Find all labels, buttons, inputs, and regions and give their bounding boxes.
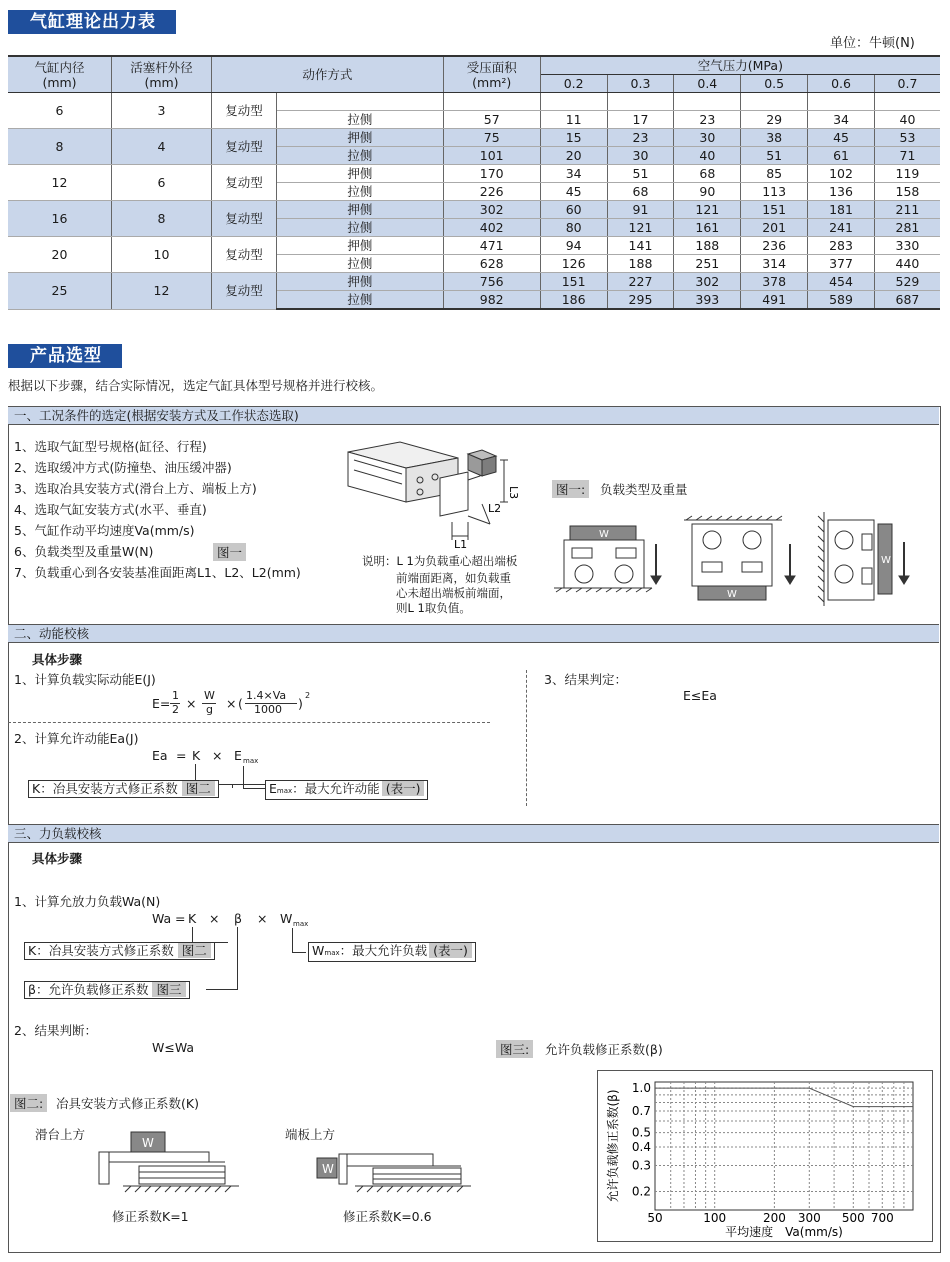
formula-wa-times-1: × xyxy=(209,911,220,926)
cell-area: 101 xyxy=(443,147,540,165)
cell-bore: 16 xyxy=(8,201,112,237)
cell-force xyxy=(674,93,741,111)
dim-l2: L2 xyxy=(488,502,502,515)
cell-force xyxy=(808,93,875,111)
cell-force: 71 xyxy=(874,147,940,165)
header-p-2: 0.4 xyxy=(674,75,741,93)
cell-force: 158 xyxy=(874,183,940,201)
cell-force: 377 xyxy=(808,255,875,273)
header-p-0: 0.2 xyxy=(540,75,607,93)
part1-step-1: 1、选取气缸型号规格(缸径、行程) xyxy=(14,439,207,454)
cell-force: 687 xyxy=(874,291,940,310)
cell-type: 复动型 xyxy=(212,237,277,273)
cell-force: 378 xyxy=(741,273,808,291)
load-w-2: W xyxy=(727,589,737,600)
part2-subhead: 具体步骤 xyxy=(32,652,83,667)
cell-force: 251 xyxy=(674,255,741,273)
k-fig2-tag: 图二 xyxy=(182,781,215,796)
cell-force: 23 xyxy=(674,111,741,129)
note-line-3: 心未超出端板前端面， xyxy=(396,586,511,600)
x-tick-label: 50 xyxy=(647,1211,663,1225)
formula-e-half-den: 2 xyxy=(172,703,179,716)
wmax-box xyxy=(308,942,476,962)
part1-title: 一、工况条件的选定(根据安装方式及工作状态选取) xyxy=(8,406,939,425)
cell-force: 68 xyxy=(674,165,741,183)
note-line-1: 说明：L 1为负载重心超出端板 xyxy=(362,554,518,568)
cell-force: 40 xyxy=(874,111,940,129)
cell-force: 45 xyxy=(540,183,607,201)
section-title-force-table: 气缸理论出力表 xyxy=(8,10,176,34)
cell-force: 181 xyxy=(808,201,875,219)
header-p-4: 0.6 xyxy=(808,75,875,93)
formula-e-lhs: E= xyxy=(152,696,171,711)
part3-result: W≤Wa xyxy=(152,1040,195,1055)
load-w-1: W xyxy=(599,529,609,540)
k-coefficient-box-2 xyxy=(24,942,215,960)
x-tick-label: 500 xyxy=(841,1211,865,1225)
x-axis-label: 平均速度 Va(mm/s) xyxy=(725,1225,843,1239)
wmax-text: ：最大允许负载 xyxy=(339,943,428,958)
cell-force: 186 xyxy=(540,291,607,310)
k-fig2-tag-2: 图二 xyxy=(178,943,211,958)
cell-force: 85 xyxy=(741,165,808,183)
load-types-diagram xyxy=(552,510,932,610)
formula-ea-k: K xyxy=(192,748,201,763)
cell-bore: 25 xyxy=(8,273,112,310)
y-tick-label: 0.5 xyxy=(631,1125,651,1140)
cell-area: 402 xyxy=(443,219,540,237)
part1-step-5: 5、气缸作动平均速度Va(mm/s) xyxy=(14,523,195,538)
x-tick-label: 200 xyxy=(762,1211,786,1225)
formula-e-g: g xyxy=(206,703,213,716)
formula-ea-e: E xyxy=(234,748,242,763)
header-pressure: 空气压力(MPa) xyxy=(540,56,940,75)
cell-side: 拉侧 xyxy=(277,147,444,165)
beta-text: β：允许负载修正系数 xyxy=(28,982,149,997)
cell-side: 押侧 xyxy=(277,129,444,147)
part1-step-2: 2、选取缓冲方式(防撞垫、油压缓冲器) xyxy=(14,460,232,475)
intro-text: 根据以下步骤，结合实际情况，选定气缸具体型号规格并进行校核。 xyxy=(8,378,384,393)
cell-type: 复动型 xyxy=(212,93,277,129)
cell-force: 589 xyxy=(808,291,875,310)
fig1-caption: 负载类型及重量 xyxy=(600,482,688,497)
formula-wa: Wa xyxy=(152,911,172,926)
formula-e-paren-close: ) xyxy=(298,696,303,711)
cell-side: 押侧 xyxy=(277,273,444,291)
cell-force: 302 xyxy=(674,273,741,291)
fig1-ref-tag: 图一 xyxy=(213,543,246,561)
y-tick-label: 0.4 xyxy=(631,1139,651,1154)
table-row xyxy=(8,129,940,147)
cell-force: 30 xyxy=(674,129,741,147)
cell-side: 拉侧 xyxy=(277,183,444,201)
part2-step-3: 3、结果判定： xyxy=(544,672,627,687)
plot-area xyxy=(655,1082,913,1210)
formula-ea-times: × xyxy=(212,748,223,763)
mount-endplate-diagram xyxy=(315,1150,475,1196)
note-line-4: 则L 1取负值。 xyxy=(396,601,471,615)
table-row xyxy=(8,165,940,183)
cell-side: 押侧 xyxy=(277,201,444,219)
formula-ea-eq: = xyxy=(176,748,187,763)
cell-force: 68 xyxy=(607,183,674,201)
y-tick-label: 0.3 xyxy=(631,1158,651,1173)
header-p-5: 0.7 xyxy=(874,75,940,93)
cell-force: 454 xyxy=(808,273,875,291)
cell-area: 982 xyxy=(443,291,540,310)
beta-box xyxy=(24,981,190,999)
cell-force: 80 xyxy=(540,219,607,237)
cell-type: 复动型 xyxy=(212,165,277,201)
cell-force: 30 xyxy=(607,147,674,165)
header-rod: 活塞杆外径 (mm) xyxy=(112,56,212,93)
cell-force: 119 xyxy=(874,165,940,183)
cell-type: 复动型 xyxy=(212,273,277,310)
part3-step-1: 1、计算允放力负载Wa(N) xyxy=(14,894,161,909)
emax-table-tag: (表一) xyxy=(382,781,425,796)
cell-area: 756 xyxy=(443,273,540,291)
cell-force: 188 xyxy=(607,255,674,273)
cell-force xyxy=(607,93,674,111)
cell-force: 102 xyxy=(808,165,875,183)
part3-title: 三、力负载校核 xyxy=(8,824,939,843)
cylinder-dimension-diagram xyxy=(340,440,520,550)
cell-side xyxy=(277,93,444,111)
mount-slide-diagram xyxy=(95,1130,245,1194)
y-tick-label: 1.0 xyxy=(631,1081,651,1096)
cell-type: 复动型 xyxy=(212,201,277,237)
formula-e-paren-open: ( xyxy=(238,696,243,711)
formula-wa-beta: β xyxy=(234,911,242,926)
mount1-k: 修正系数K=1 xyxy=(112,1209,189,1224)
mount2-load: W xyxy=(322,1162,334,1176)
dim-l3: L3 xyxy=(507,486,520,500)
cell-force: 11 xyxy=(540,111,607,129)
cell-force: 151 xyxy=(741,201,808,219)
cell-force: 38 xyxy=(741,129,808,147)
cell-rod: 6 xyxy=(112,165,212,201)
cell-force: 211 xyxy=(874,201,940,219)
part1-step-4: 4、选取气缸安装方式(水平、垂直) xyxy=(14,502,207,517)
cell-force: 281 xyxy=(874,219,940,237)
cell-force: 440 xyxy=(874,255,940,273)
beta-chart xyxy=(597,1070,931,1240)
cell-force: 136 xyxy=(808,183,875,201)
cell-force: 227 xyxy=(607,273,674,291)
cell-force: 94 xyxy=(540,237,607,255)
emax-e: E xyxy=(269,781,277,796)
mount1-label: 滑台上方 xyxy=(35,1127,86,1142)
cell-force: 91 xyxy=(607,201,674,219)
cell-bore: 12 xyxy=(8,165,112,201)
cell-bore: 8 xyxy=(8,129,112,165)
part1-step-7: 7、负载重心到各安装基准面距离L1、L2、L2(mm) xyxy=(14,565,301,580)
load-w-3: W xyxy=(881,555,891,566)
header-p-3: 0.5 xyxy=(741,75,808,93)
cell-force: 330 xyxy=(874,237,940,255)
cell-force: 61 xyxy=(808,147,875,165)
cell-force: 34 xyxy=(540,165,607,183)
cell-force: 161 xyxy=(674,219,741,237)
table-row xyxy=(8,237,940,255)
cell-force: 491 xyxy=(741,291,808,310)
formula-wa-w: W xyxy=(280,911,293,926)
fig3-tag: 图三: xyxy=(496,1040,533,1058)
part3-step-2: 2、结果判断： xyxy=(14,1023,97,1038)
cell-area xyxy=(443,93,540,111)
emax-box xyxy=(265,780,428,800)
part1-step-3: 3、选取冶具安装方式(滑台上方、端板上方) xyxy=(14,481,257,496)
unit-label: 单位：牛顿(N) xyxy=(830,36,915,51)
formula-e-half-num: 1 xyxy=(172,689,179,702)
cell-area: 471 xyxy=(443,237,540,255)
cell-force: 53 xyxy=(874,129,940,147)
cell-force: 51 xyxy=(607,165,674,183)
cell-rod: 8 xyxy=(112,201,212,237)
section-title-selection: 产品选型 xyxy=(8,344,122,368)
y-tick-label: 0.7 xyxy=(631,1104,651,1119)
fig1-caption-tag: 图一: xyxy=(552,480,589,498)
cell-force: 151 xyxy=(540,273,607,291)
header-p-1: 0.3 xyxy=(607,75,674,93)
k-coefficient-box xyxy=(28,780,219,798)
cell-side: 拉侧 xyxy=(277,255,444,273)
cell-force: 236 xyxy=(741,237,808,255)
cell-area: 75 xyxy=(443,129,540,147)
cell-rod: 4 xyxy=(112,129,212,165)
cell-bore: 20 xyxy=(8,237,112,273)
note-line-2: 前端面距离，如负载重 xyxy=(396,571,511,585)
cell-force: 45 xyxy=(808,129,875,147)
cell-force: 295 xyxy=(607,291,674,310)
mount1-load: W xyxy=(142,1136,154,1150)
cell-force xyxy=(874,93,940,111)
mount2-k: 修正系数K=0.6 xyxy=(343,1209,432,1224)
cell-force: 34 xyxy=(808,111,875,129)
part1-step-6: 6、负载类型及重量W(N) xyxy=(14,544,154,559)
part2-step-1: 1、计算负载实际动能E(J) xyxy=(14,672,156,687)
fig2-caption: 冶具安装方式修正系数(K) xyxy=(56,1096,199,1111)
header-area: 受压面积 (mm²) xyxy=(443,56,540,93)
cell-side: 押侧 xyxy=(277,165,444,183)
cell-side: 拉侧 xyxy=(277,219,444,237)
formula-wa-eq: = xyxy=(175,911,186,926)
cell-force: 29 xyxy=(741,111,808,129)
cell-force xyxy=(741,93,808,111)
cell-force: 126 xyxy=(540,255,607,273)
cell-rod: 3 xyxy=(112,93,212,129)
wmax-table-tag: (表一) xyxy=(429,943,472,958)
cell-area: 226 xyxy=(443,183,540,201)
cell-bore: 6 xyxy=(8,93,112,129)
cell-force: 141 xyxy=(607,237,674,255)
cell-force: 201 xyxy=(741,219,808,237)
emax-sub: max xyxy=(276,787,293,795)
y-tick-label: 0.2 xyxy=(631,1184,651,1199)
part2-result: E≤Ea xyxy=(683,688,717,703)
cell-rod: 10 xyxy=(112,237,212,273)
cell-force: 20 xyxy=(540,147,607,165)
cell-area: 302 xyxy=(443,201,540,219)
force-table xyxy=(8,55,940,310)
cell-side: 押侧 xyxy=(277,237,444,255)
part2-title: 二、动能校核 xyxy=(8,624,939,643)
cell-area: 170 xyxy=(443,165,540,183)
cell-rod: 12 xyxy=(112,273,212,310)
cell-force: 60 xyxy=(540,201,607,219)
cell-force: 314 xyxy=(741,255,808,273)
dim-l1: L1 xyxy=(454,538,468,550)
formula-e-v-num: 1.4×Va xyxy=(246,689,287,702)
formula-wa-k: K xyxy=(188,911,197,926)
cell-type: 复动型 xyxy=(212,129,277,165)
cell-area: 628 xyxy=(443,255,540,273)
k-coefficient-text: K：冶具安装方式修正系数 xyxy=(32,781,178,796)
header-action: 动作方式 xyxy=(212,56,444,93)
cell-force: 241 xyxy=(808,219,875,237)
formula-wa-w-sub: max xyxy=(293,920,309,928)
fig3-caption: 允许负载修正系数(β) xyxy=(545,1042,663,1057)
table-row xyxy=(8,201,940,219)
formula-ea: Ea xyxy=(152,748,168,763)
cell-force xyxy=(540,93,607,111)
x-tick-label: 100 xyxy=(703,1211,727,1225)
part3-subhead: 具体步骤 xyxy=(32,851,83,866)
formula-ea-e-sub: max xyxy=(243,757,259,765)
k-coefficient-text-2: K：冶具安装方式修正系数 xyxy=(28,943,174,958)
table-row xyxy=(8,93,940,111)
part2-step-2: 2、计算允许动能Ea(J) xyxy=(14,731,139,746)
cell-force: 113 xyxy=(741,183,808,201)
wmax-sub: max xyxy=(324,949,340,957)
cell-force: 23 xyxy=(607,129,674,147)
cell-force: 188 xyxy=(674,237,741,255)
cell-area: 57 xyxy=(443,111,540,129)
cell-force: 40 xyxy=(674,147,741,165)
cell-force: 51 xyxy=(741,147,808,165)
formula-wa-times-2: × xyxy=(257,911,268,926)
cell-force: 393 xyxy=(674,291,741,310)
cell-force: 121 xyxy=(674,201,741,219)
table-row xyxy=(8,273,940,291)
series-line xyxy=(655,1088,913,1106)
cell-force: 529 xyxy=(874,273,940,291)
cell-force: 17 xyxy=(607,111,674,129)
cell-force: 283 xyxy=(808,237,875,255)
cell-side: 拉侧 xyxy=(277,291,444,310)
cell-force: 121 xyxy=(607,219,674,237)
formula-e-w: W xyxy=(204,689,215,702)
cell-side: 拉侧 xyxy=(277,111,444,129)
cell-force: 15 xyxy=(540,129,607,147)
x-tick-label: 300 xyxy=(797,1211,821,1225)
formula-e-sq: 2 xyxy=(305,691,311,700)
formula-e-times-2: × xyxy=(226,696,237,711)
cell-force: 90 xyxy=(674,183,741,201)
wmax-w: W xyxy=(312,943,325,958)
mount2-label: 端板上方 xyxy=(285,1127,336,1142)
fig2-tag: 图二: xyxy=(10,1094,47,1112)
y-axis-label: 允许负载修正系数(β) xyxy=(606,1089,620,1203)
header-bore: 气缸内径 (mm) xyxy=(8,56,112,93)
x-tick-label: 700 xyxy=(870,1211,894,1225)
formula-e-v-den: 1000 xyxy=(254,703,282,716)
emax-text: ：最大允许动能 xyxy=(292,781,380,796)
formula-e-times-1: × xyxy=(186,696,197,711)
beta-fig3-tag: 图三 xyxy=(152,982,185,997)
